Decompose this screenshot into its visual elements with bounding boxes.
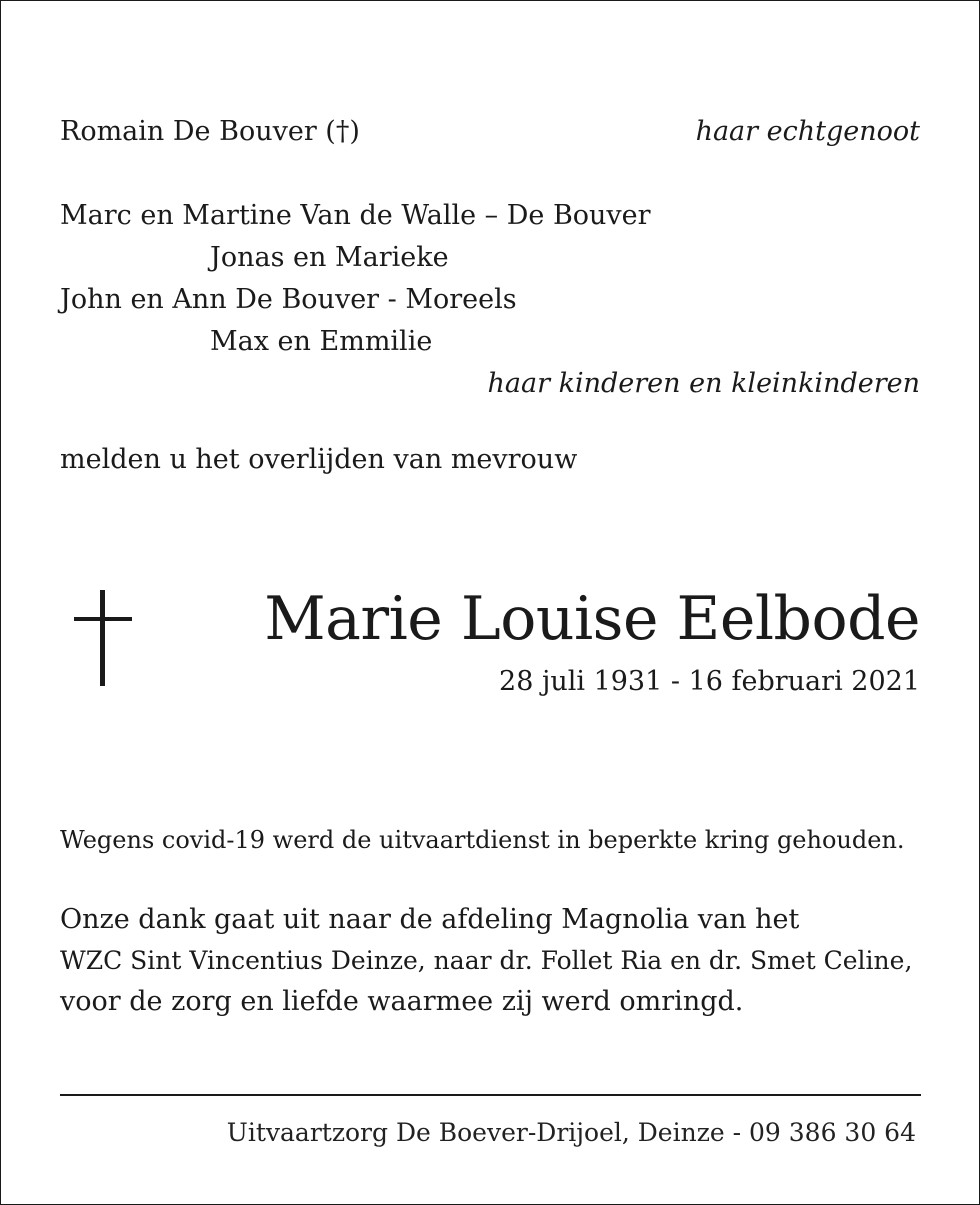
announcement-text: melden u het overlijden van mevrouw	[60, 444, 578, 475]
cross-icon	[74, 590, 132, 686]
divider	[60, 1094, 921, 1096]
family-line-3: John en Ann De Bouver - Moreels	[60, 284, 517, 315]
thanks-line-1: Onze dank gaat uit naar de afdeling Magnolia van het	[60, 904, 800, 935]
family-line-2: Jonas en Marieke	[210, 242, 449, 273]
thanks-line-2: WZC Sint Vincentius Deinze, naar dr. Follet Ria en dr. Smet Celine,	[60, 946, 913, 975]
spouse-name: Romain De Bouver (†)	[60, 116, 360, 147]
funeral-home-footer: Uitvaartzorg De Boever-Drijoel, Deinze - 09 386 30 64	[226, 1118, 916, 1147]
family-role: haar kinderen en kleinkinderen	[487, 368, 920, 399]
covid-notice: Wegens covid-19 werd de uitvaartdienst in beperkte kring gehouden.	[60, 826, 905, 854]
deceased-name: Marie Louise Eelbode	[264, 584, 920, 654]
spouse-role: haar echtgenoot	[695, 116, 920, 147]
deceased-dates: 28 juli 1931 - 16 februari 2021	[499, 666, 920, 697]
family-line-1: Marc en Martine Van de Walle – De Bouver	[60, 200, 651, 231]
family-line-4: Max en Emmilie	[210, 326, 433, 357]
thanks-line-3: voor de zorg en liefde waarmee zij werd omringd.	[60, 986, 744, 1017]
